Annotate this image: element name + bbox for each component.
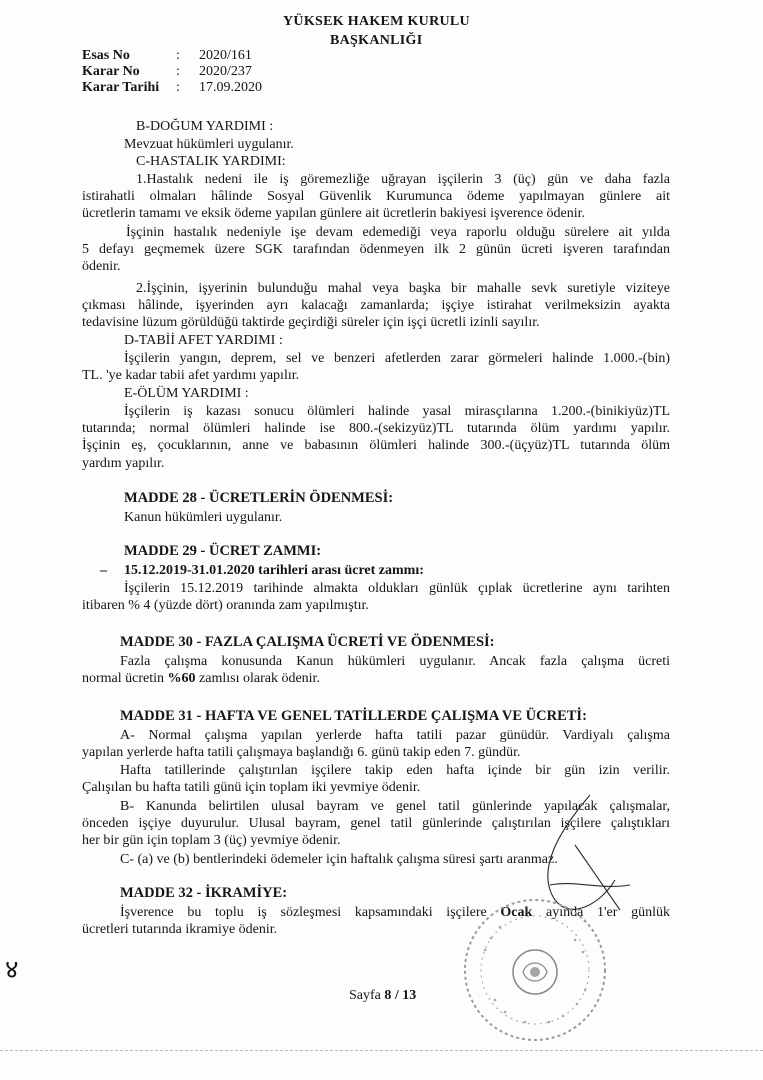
madde-28-text: Kanun hükümleri uygulanır. [124,510,283,525]
madde-29-subtitle: 15.12.2019-31.01.2020 tarihleri arası ücret zammı: [124,563,424,578]
margin-initial-mark: ४ [5,955,19,985]
tarih-value: 17.09.2020 [199,80,262,95]
page-number: Sayfa 8 / 13 [349,988,417,1003]
madde-28-title: MADDE 28 - ÜCRETLERİN ÖDENMESİ: [124,490,394,506]
madde-29-title: MADDE 29 - ÜCRET ZAMMI: [124,543,322,559]
madde-31-b-line2: önceden işçiye duyurulur. Ulusal bayram, genel tatil günlerinde çalıştırılan işçilere çalıştıkları [82,816,670,831]
institution-subtitle: BAŞKANLIĞI [330,33,423,48]
madde-30-title: MADDE 30 - FAZLA ÇALIŞMA ÜCRETİ VE ÖDENMESİ: [120,634,495,650]
section-d-title: D-TABİİ AFET YARDIMI : [124,333,283,348]
karar-value: 2020/237 [199,64,252,79]
madde-31-title: MADDE 31 - HAFTA VE GENEL TATİLLERDE ÇALIŞMA VE ÜCRETİ: [120,708,587,724]
madde-29-line2: itibaren % 4 (yüzde dört) oranında zam yapılmıştır. [82,598,369,613]
section-e-title: E-ÖLÜM YARDIMI : [124,386,249,401]
madde-31-a-line4: Çalışılan bu hafta tatili günü için toplam iki yevmiye ödenir. [82,780,421,795]
section-c-para3-line3: tedavisine lüzum görüldüğü taktirde geçirdiği süreler için işçi ücretli izinli sayılır. [82,315,540,330]
section-c-para3-line1: 2.İşçinin, işyerinin bulunduğu mahal veya başka bir mahalle sevk suretiyle viziteye [136,281,670,296]
madde-29-line1: İşçilerin 15.12.2019 tarihinde almakta oldukları günlük çıplak ücretlerine aynı tarihten [124,581,670,596]
madde-29-dash: – [100,563,107,578]
madde-31-a-line3: Hafta tatillerinde çalıştırılan işçilere takip eden hafta içinde bir gün izin verilir. [120,763,670,778]
karar-sep: : [176,64,180,79]
madde-31-a-line2: yapılan yerlerde hafta tatili çalışmaya başlandığı 6. günü takip eden 7. gündür. [82,745,521,760]
madde-30-line2: normal ücretin %60 zamlısı olarak ödenir. [82,671,320,686]
section-c-title: C-HASTALIK YARDIMI: [136,154,286,169]
bottom-scan-line [0,1050,763,1051]
madde-31-b-line3: her bir gün için toplam 3 (üç) yevmiye ödenir. [82,833,341,848]
section-d-line1: İşçilerin yangın, deprem, sel ve benzeri afetlerden zarar görmeleri halinde 1.000.-(bin) [124,351,670,366]
madde-32-title: MADDE 32 - İKRAMİYE: [120,885,288,901]
madde-31-a-line1: A- Normal çalışma yapılan yerlerde hafta tatili pazar günüdür. Vardiyalı çalışma [120,728,670,743]
tarih-label: Karar Tarihi [82,80,160,95]
section-c-para2-line1: İşçinin hastalık nedeniyle işe devam edemediği veya raporlu olduğu sürelere ait yılda [126,225,670,240]
esas-sep: : [176,48,180,63]
esas-label: Esas No [82,48,130,63]
madde-32-line1: İşverence bu toplu iş sözleşmesi kapsamındaki işçilere Ocak ayında 1'er günlük [120,905,670,920]
institution-title: YÜKSEK HAKEM KURULU [283,14,470,29]
section-c-para2-line3: ödenir. [82,259,121,274]
section-c-para1-line3: ücretlerin tamamı ve eksik ödeme yapılan günlere ait ücretlerin bakiyesi işverence ödenir. [82,206,586,221]
section-d-line2: TL. 'ye kadar tabii afet yardımı yapılır. [82,368,300,383]
tarih-sep: : [176,80,180,95]
section-c-para1-line2: istirahatli olmaları hâlinde Sosyal Güvenlik Kurumunca ödeme yapılmayan günlere ait [82,189,670,204]
seal-icon [445,880,620,1050]
esas-value: 2020/161 [199,48,252,63]
section-e-line3: İşçinin eş, çocuklarının, anne ve babasının ölümleri halinde 300.-(üçyüz)TL tutarında ölüm [82,438,670,453]
madde-32-line2: ücretleri tutarında ikramiye ödenir. [82,922,278,937]
section-b-title: B-DOĞUM YARDIMI : [136,119,274,134]
madde-30-line1: Fazla çalışma konusunda Kanun hükümleri uygulanır. Ancak fazla çalışma ücreti [120,654,670,669]
section-e-line4: yardım yapılır. [82,456,165,471]
section-c-para2-line2: 5 defayı geçmemek üzere SGK tarafından ödenmeyen ilk 2 günün ücreti işveren tarafından [82,242,670,257]
section-c-para3-line2: çıkması hâlinde, işyerinden ayrı kalacağı zamanlarda; işçiye istirahat verilmeksizin ayakta [82,298,670,313]
section-c-para1-line1: 1.Hastalık nedeni ile iş göremezliğe uğrayan işçilerin 3 (üç) gün ve daha fazla [136,172,670,187]
madde-31-b-line1: B- Kanunda belirtilen ulusal bayram ve genel tatil günlerinde yapılacak çalışmalar, [120,799,670,814]
karar-label: Karar No [82,64,140,79]
section-e-line1: İşçilerin iş kazası sonucu ölümleri halinde yasal mirasçılarına 1.200.-(binikiyüz)TL [124,404,670,419]
section-e-line2: tutarında; normal ölümleri halinde ise 800.-(sekizyüz)TL tutarında ölüm yardımı yapılır. [82,421,670,436]
madde-31-c-line1: C- (a) ve (b) bentlerindeki ödemeler için haftalık çalışma süresi şartı aranmaz. [120,852,558,867]
section-b-text: Mevzuat hükümleri uygulanır. [124,137,294,152]
